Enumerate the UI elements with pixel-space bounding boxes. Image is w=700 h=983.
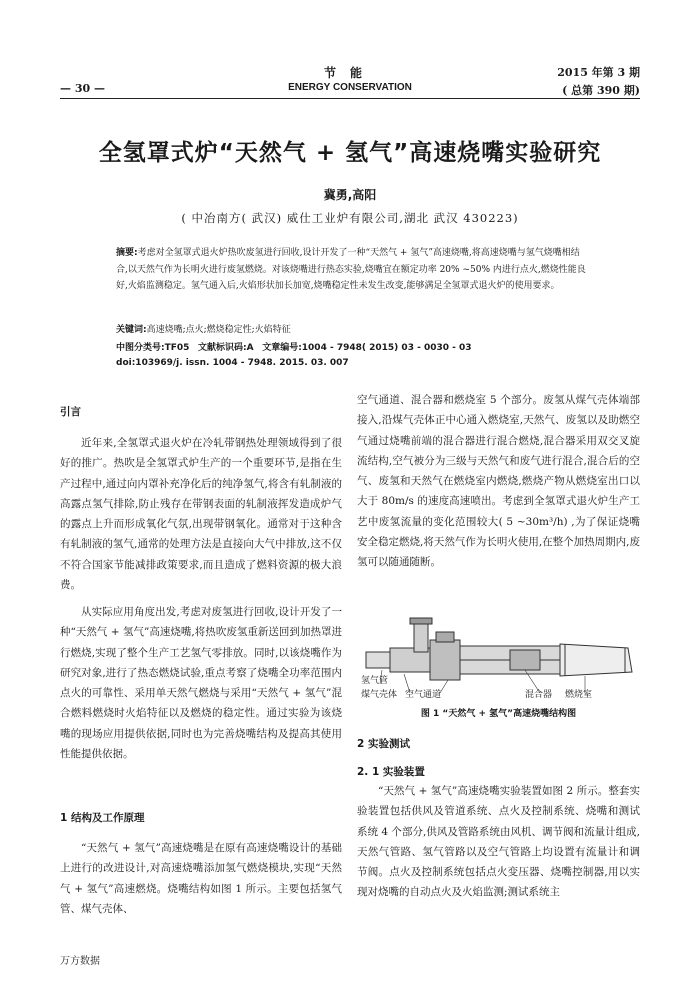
document-code: 文献标识码:A (198, 343, 254, 353)
mixer (510, 650, 540, 670)
combustion-chamber-tube (560, 644, 632, 676)
abstract-label: 摘要: (116, 248, 138, 258)
issue-total: ( 总第 390 期) (562, 84, 640, 97)
label-hydrogen-pipe: 氢气管 (361, 676, 389, 686)
keywords-text: 高速烧嘴;点火;燃烧稳定性;火焰特征 (146, 325, 291, 335)
journal-name-cn: 节能 (323, 66, 376, 80)
authors: 冀勇,高阳 (323, 188, 377, 202)
paper-title: 全氢罩式炉“天然气 + 氢气”高速烧嘴实验研究 (98, 140, 602, 166)
gas-inlet-pipe (414, 622, 428, 652)
label-mixer: 混合器 (525, 690, 553, 700)
article-number: 文章编号:1004 - 7948( 2015) 03 - 0030 - 03 (262, 343, 472, 353)
clc-number: 中图分类号:TF05 (116, 343, 190, 353)
keywords-label: 关键词: (116, 325, 147, 335)
label-combustion-chamber: 燃烧室 (565, 690, 593, 700)
page-number: — 30 — (60, 82, 105, 95)
journal-name-en: ENERGY CONSERVATION (288, 82, 412, 93)
header-divider (60, 98, 640, 99)
footer-watermark: 万方数据 (60, 956, 100, 967)
section-heading-2-1: 2. 1 实验装置 (357, 766, 425, 778)
burner-flange (430, 640, 460, 680)
section-heading-2: 2 实验测试 (357, 738, 410, 750)
section-heading-1: 1 结构及工作原理 (60, 812, 145, 824)
classification-line (116, 340, 472, 353)
label-gas-shell: 煤气壳体 (361, 690, 398, 700)
doi: doi:103969/j. issn. 1004 - 7948. 2015. 03. 007 (116, 358, 349, 368)
section-heading-intro: 引言 (60, 406, 81, 418)
abstract-text: 考虑对全氢罩式退火炉热吹废氢进行回收,设计开发了一种“天然气 + 氢气”高速烧嘴,将高速烧嘴与氢气烧嘴相结合,以天然气作为长明火进行废氢燃烧。对该烧嘴进行热态实验,烧嘴宜在额定功率 20% ~50% 内进行点火,燃烧性能良好,火焰监测稳定。氢气通入后,火焰形状加长加宽,烧嘴稳定性未发生改变,能够满足全氢罩式退火炉的使用要求。 (116, 248, 586, 291)
structure-paragraph-continued: 空气通道、混合器和燃烧室 5 个部分。废氢从煤气壳体端部接入,沿煤气壳体正中心通入燃烧室,天然气、废氢以及助燃空气通过烧嘴前端的混合器进行混合燃烧,混合器采用双交叉旋流结构,空气被分为三级与天然气和废气进行混合,混合后的空气、废氢和天然气在燃烧室内燃烧,燃烧产物从燃烧室出口以大于 80m/s 的速度高速喷出。考虑到全氢罩式退火炉生产工艺中废氢流量的变化范围较大( 5 ~30m³/h) ,为了保证烧嘴安全稳定燃烧,将天然气作为长明火使用,在整个加热周期内,废氢可以随通随断。 (357, 394, 641, 569)
section-2-1-paragraph: “天然气 + 氢气”高速烧嘴实验装置如图 2 所示。整套实验装置包括供风及管道系统、点火及控制系统、烧嘴和测试系统 4 个部分,供风及管路系统由风机、调节阀和流量计组成,天然气管路、氢气管路以及空气管路上均设置有流量计和调节阀。点火及控制系统包括点火变压器、烧嘴控制器,用以实现对烧嘴的自动点火及火焰监测;测试系统主 (357, 785, 640, 899)
burner-structure-figure (360, 608, 640, 708)
affiliation: ( 中冶南方( 武汉) 威仕工业炉有限公司,湖北 武汉 430223) (181, 211, 519, 225)
abstract (116, 245, 586, 295)
intro-paragraph-2: 从实际应用角度出发,考虑对废氢进行回收,设计开发了一种“天然气 + 氢气”高速烧嘴,将热吹废氢重新送回到加热罩进行燃烧,实现了整个生产工艺氢气零排放。同时,以该烧嘴作为研究对象,进行了热态燃烧试验,重点考察了烧嘴全功率范围内点火的可靠性、采用单天然气燃烧与采用“天然气 + 氢气”混合燃料燃烧时火焰特征以及燃烧的稳定性。通过实验为该烧嘴的现场应用提供依据,同时也为完善烧嘴结构及提高其使用性能提供依据。 (60, 606, 342, 761)
figure-1-caption: 图 1 “天然气 + 氢气”高速烧嘴结构图 (420, 709, 577, 719)
intro-paragraph-1: 近年来,全氢罩式退火炉在冷轧带钢热处理领域得到了很好的推广。热吹是全氢罩式炉生产的一个重要环节,是指在生产过程中,通过向内罩补充净化后的纯净氢气,将含有轧制液的高露点氢气排除,防止残存在带钢表面的轧制液挥发造成炉气的露点上升而形成氧化气氛,出现带钢氧化。通常对于这种含有轧制液的氢气,通常的处理方法是直接向大气中排放,这不仅不符合国家节能减排政策要求,而且造成了燃料资源的极大浪费。 (60, 437, 342, 592)
hydrogen-pipe-inlet (366, 652, 390, 668)
issue-number: 2015 年第 3 期 (557, 66, 640, 79)
label-air-channel: 空气通道 (405, 690, 442, 700)
section-1-paragraph: “天然气 + 氢气”高速烧嘴是在原有高速烧嘴设计的基础上进行的改进设计,对高速烧嘴添加氢气燃烧模块,实现“天然气 + 氢气”高速燃烧。烧嘴结构如图 1 所示。主要包括氢气管、煤气壳体、 (60, 842, 342, 915)
keywords (116, 322, 586, 338)
